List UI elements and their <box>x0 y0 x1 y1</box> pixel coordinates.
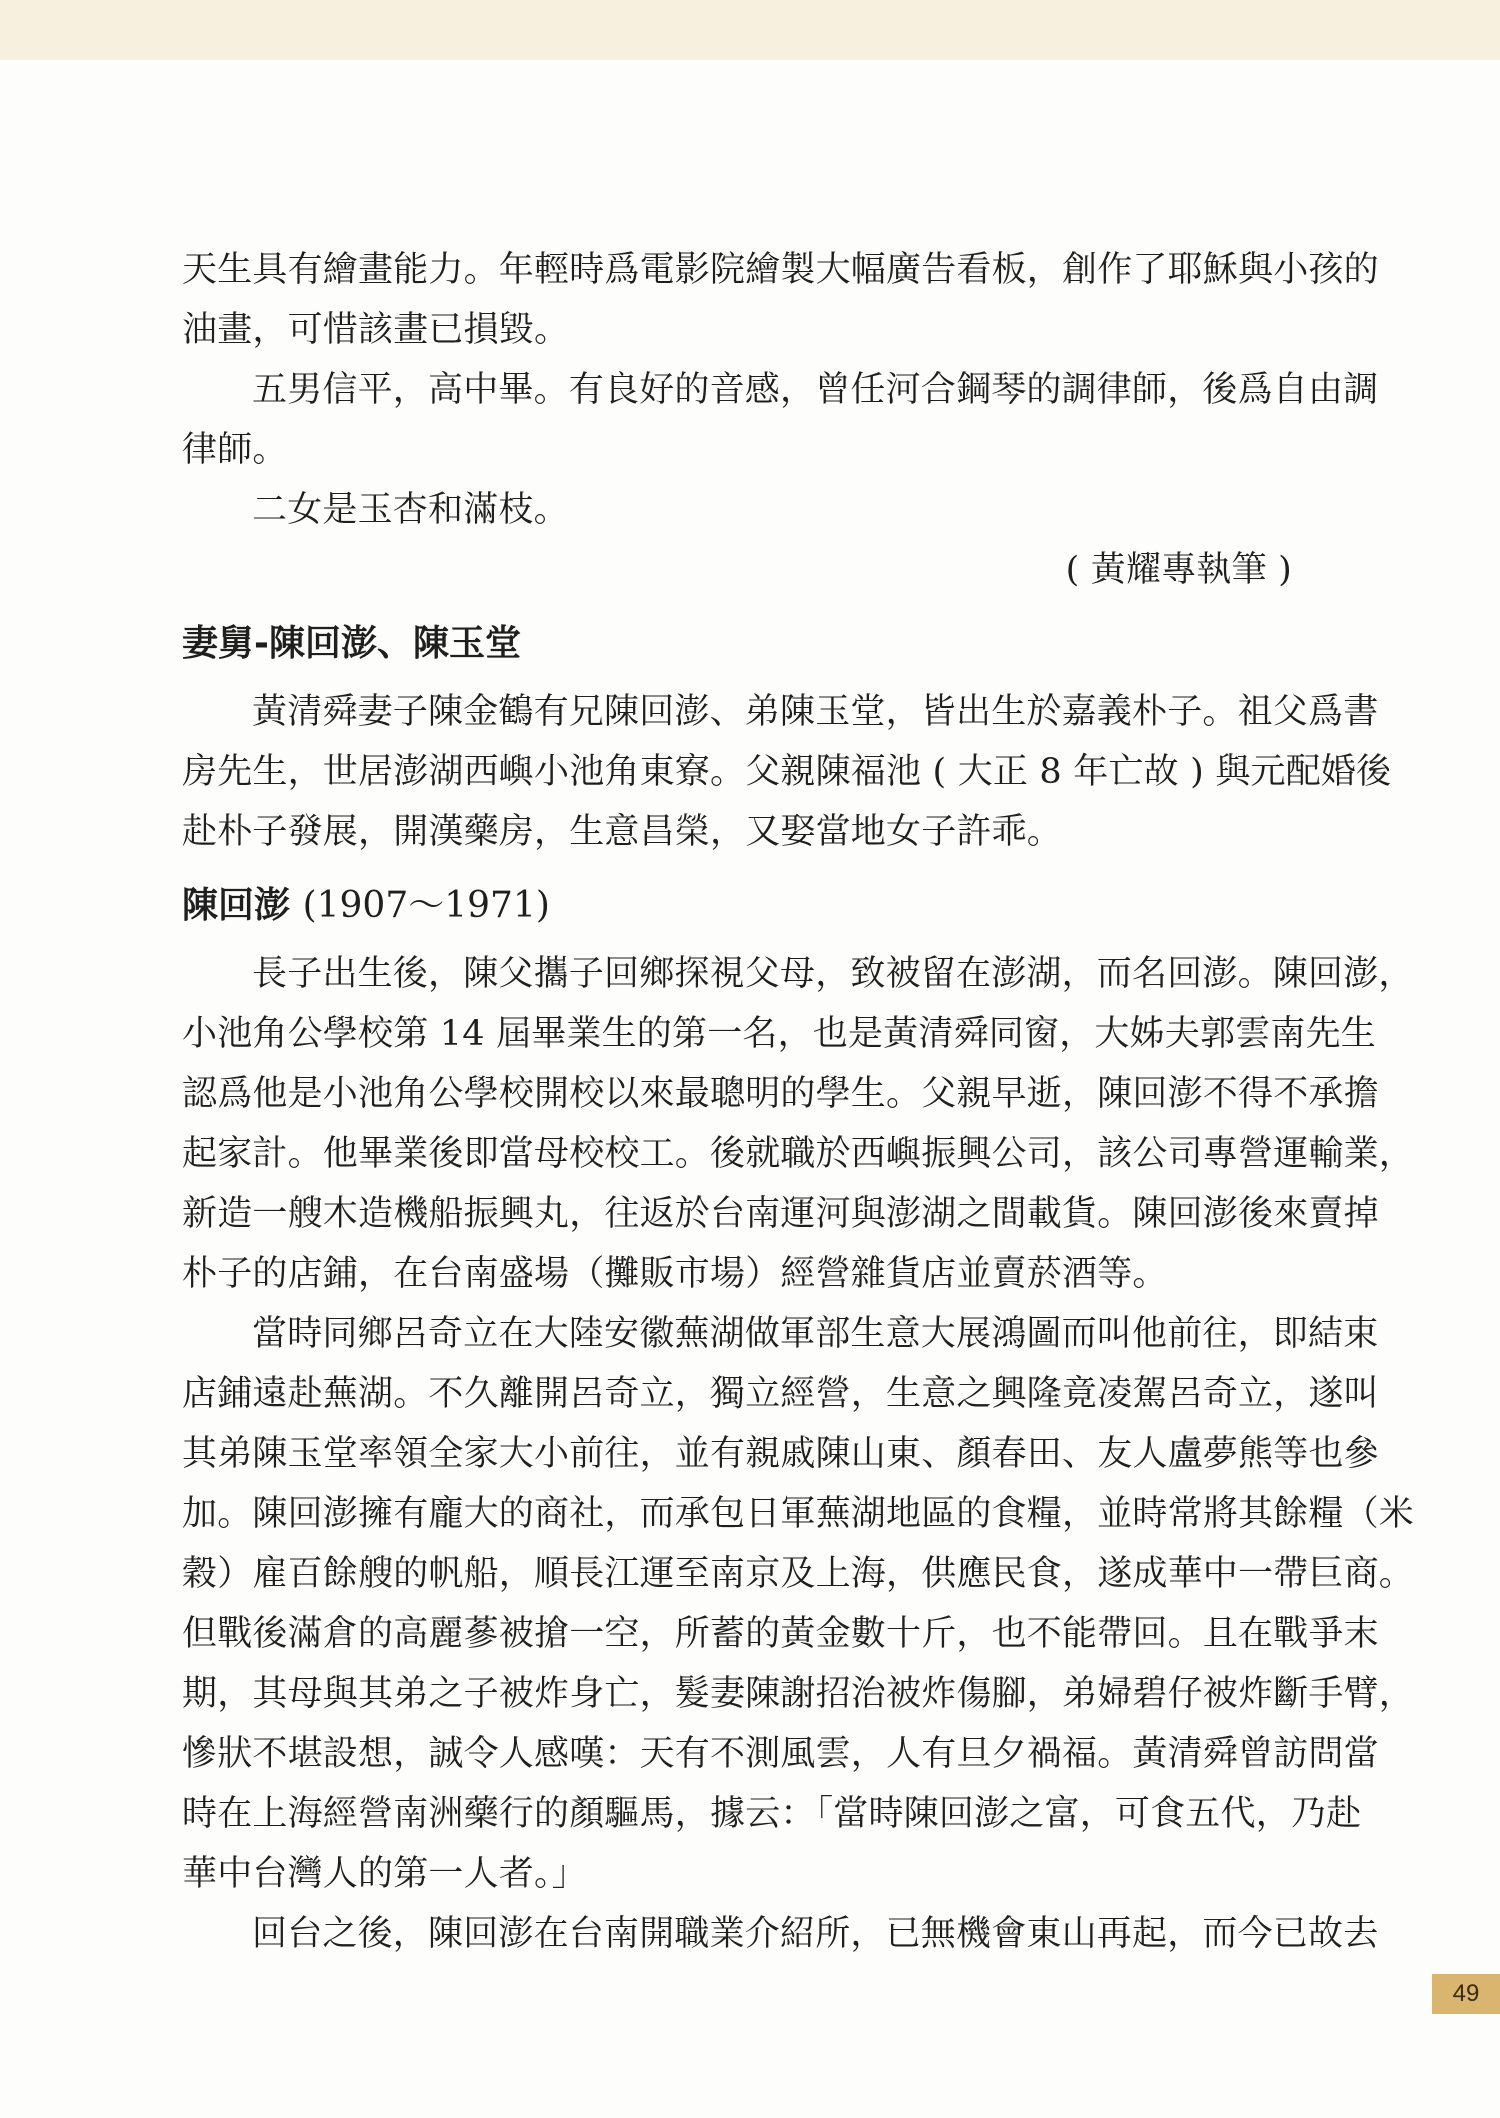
body-line: 房先生，世居澎湖西嶼小池角東寮。父親陳福池 ( 大正 8 年亡故 ) 與元配婚後 <box>182 752 1392 792</box>
author-attribution: ( 黃耀專執筆 ) <box>1065 550 1292 590</box>
body-line: 慘狀不堪設想，誠令人感嘆：天有不測風雲，人有旦夕禍福。黃清舜曾訪問當 <box>182 1734 1379 1774</box>
body-line: 二女是玉杏和滿枝。 <box>252 490 569 530</box>
body-line: 店鋪遠赴蕪湖。不久離開呂奇立，獨立經營，生意之興隆竟凌駕呂奇立，遂叫 <box>182 1374 1379 1414</box>
body-line: 長子出生後，陳父攜子回鄉探視父母，致被留在澎湖，而名回澎。陳回澎， <box>252 954 1414 994</box>
body-line: 當時同鄉呂奇立在大陸安徽蕪湖做軍部生意大展鴻圖而叫他前往，即結束 <box>252 1314 1379 1354</box>
body-line: 時在上海經營南洲藥行的顏驅馬，據云：「當時陳回澎之富，可食五代，乃赴 <box>182 1794 1362 1834</box>
page-number: 49 <box>1432 1974 1500 2014</box>
body-line: 其弟陳玉堂率領全家大小前往，並有親戚陳山東、顏春田、友人盧夢熊等也參 <box>182 1434 1379 1474</box>
body-line: 認爲他是小池角公學校開校以來最聰明的學生。父親早逝，陳回澎不得不承擔 <box>182 1074 1379 1114</box>
top-band <box>0 0 1500 60</box>
body-line: 天生具有繪畫能力。年輕時爲電影院繪製大幅廣告看板，創作了耶穌與小孩的 <box>182 250 1379 290</box>
body-line: 五男信平，高中畢。有良好的音感，曾任河合鋼琴的調律師，後爲自由調 <box>252 370 1379 410</box>
body-line: 華中台灣人的第一人者。」 <box>182 1854 587 1894</box>
body-line: 律師。 <box>182 430 288 470</box>
body-line: 但戰後滿倉的高麗蔘被搶一空，所蓄的黃金數十斤，也不能帶回。且在戰爭末 <box>182 1614 1379 1654</box>
section-heading: 妻舅-陳回澎、陳玉堂 <box>182 623 521 664</box>
body-line: 油畫，可惜該畫已損毀。 <box>182 310 570 350</box>
body-line: 黃清舜妻子陳金鶴有兄陳回澎、弟陳玉堂，皆出生於嘉義朴子。祖父爲書 <box>252 692 1379 732</box>
body-line: 回台之後，陳回澎在台南開職業介紹所，已無機會東山再起，而今已故去 <box>252 1914 1379 1954</box>
subsection-years: (1907～1971) <box>302 885 550 926</box>
subsection-name: 陳回澎 <box>182 885 291 926</box>
body-line: 新造一艘木造機船振興丸，往返於台南運河與澎湖之間載貨。陳回澎後來賣掉 <box>182 1194 1379 1234</box>
body-line: 赴朴子發展，開漢藥房，生意昌榮，又娶當地女子許乖。 <box>182 812 1063 852</box>
body-line: 小池角公學校第 14 屆畢業生的第一名，也是黃清舜同窗，大姊夫郭雲南先生 <box>182 1014 1376 1054</box>
body-line: 朴子的店鋪，在台南盛場（攤販市場）經營雜貨店並賣菸酒等。 <box>182 1254 1168 1294</box>
subsection-heading <box>182 868 1292 944</box>
body-line: 穀）雇百餘艘的帆船，順長江運至南京及上海，供應民食，遂成華中一帶巨商。 <box>182 1554 1415 1594</box>
body-line: 起家計。他畢業後即當母校校工。後就職於西嶼振興公司，該公司專營運輸業， <box>182 1134 1415 1174</box>
page-body <box>182 240 1415 1964</box>
body-line: 期，其母與其弟之子被炸身亡，髮妻陳謝招治被炸傷腳，弟婦碧仔被炸斷手臂， <box>182 1674 1415 1714</box>
body-line: 加。陳回澎擁有龐大的商社，而承包日軍蕪湖地區的食糧，並時常將其餘糧（米 <box>182 1494 1415 1534</box>
